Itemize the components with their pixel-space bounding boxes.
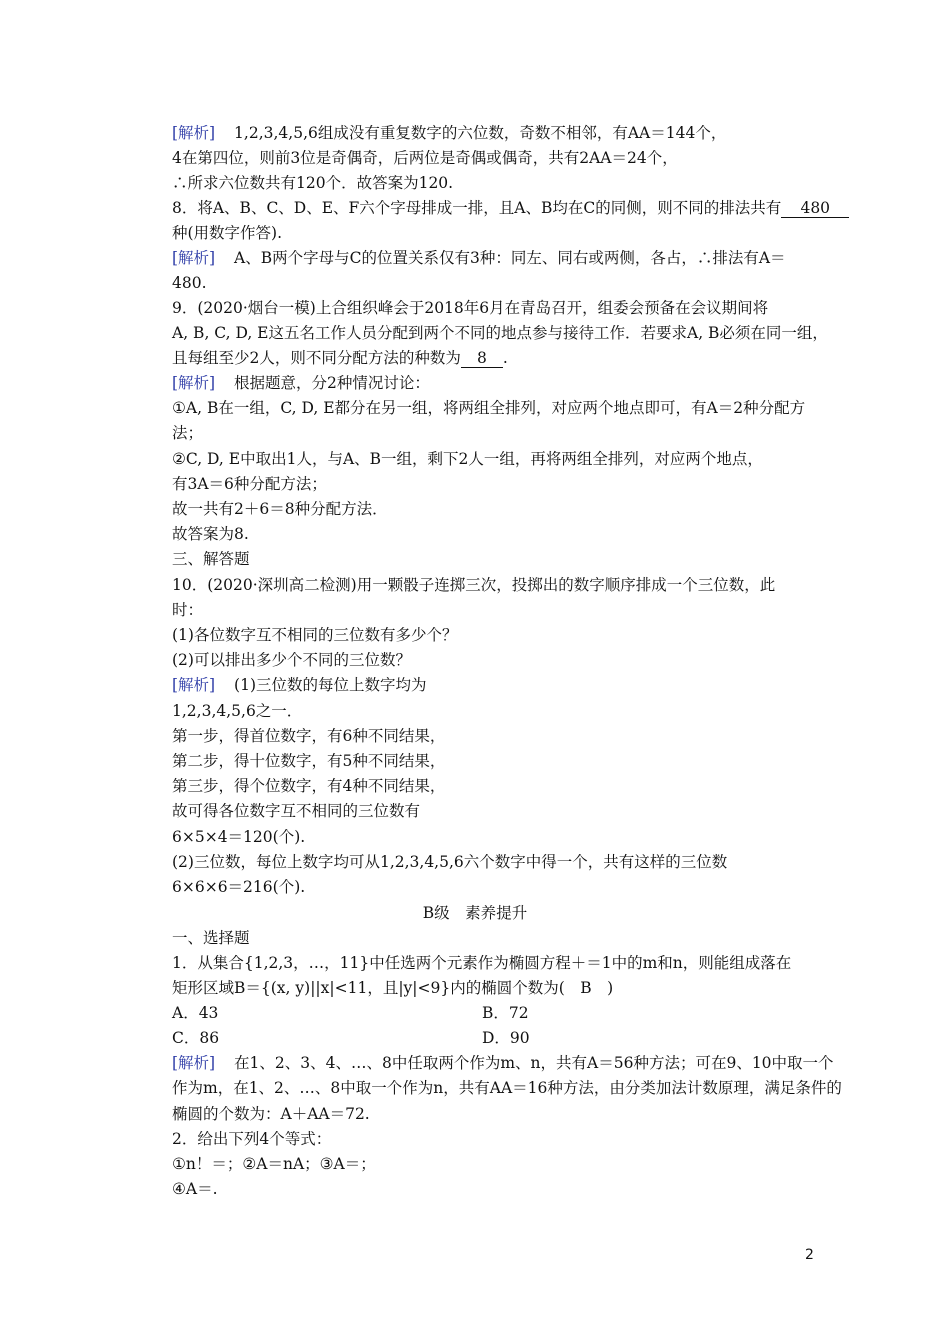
- text-line: (2)可以排出多少个不同的三位数？: [172, 651, 411, 669]
- text-line: 椭圆的个数为：A＋AA＝72.: [172, 1105, 370, 1123]
- question-b2: 2．给出下列4个等式：: [172, 1130, 332, 1148]
- text-line: 第三步，得个位数字，有4种不同结果，: [172, 777, 446, 795]
- text-line: 矩形区域B＝{(x, y)||x|<11，且|y|<9}内的椭圆个数为( B ): [172, 979, 614, 997]
- text-line: 且每组至少2人，则不同分配方法的种数为 8 .: [172, 349, 508, 367]
- analysis-tag: [解析]: [172, 374, 216, 392]
- option-d: D．90: [482, 1029, 530, 1047]
- level-heading: B级 素养提升: [422, 904, 528, 922]
- text-line: 时：: [172, 601, 204, 619]
- analysis-line-1: [解析] 1,2,3,4,5,6组成没有重复数字的六位数，奇数不相邻，有AA＝144个，: [172, 124, 727, 142]
- text-line: 故答案为8.: [172, 525, 249, 543]
- analysis-tag: [解析]: [172, 1054, 216, 1072]
- analysis-tag: [解析]: [172, 124, 216, 142]
- option-c: C．86: [172, 1029, 220, 1047]
- text-line: 6×6×6＝216(个).: [172, 878, 306, 896]
- text-line: 有3A＝6种分配方法；: [172, 475, 327, 493]
- answer-blank: 480: [781, 200, 849, 218]
- section-heading: 一、选择题: [172, 929, 250, 947]
- option-a: A．43: [172, 1004, 219, 1022]
- text-line: 故一共有2＋6＝8种分配方法．: [172, 500, 388, 518]
- analysis-line-b1: [解析] 在1、2、3、4、…、8中任取两个作为m、n，共有A＝56种方法；可在9、10中取一个: [172, 1054, 834, 1072]
- text-line: 480.: [172, 274, 207, 292]
- text-line: ∴所求六位数共有120个．故答案为120.: [172, 174, 454, 192]
- analysis-tag: [解析]: [172, 249, 216, 267]
- text-line: 1,2,3,4,5,6之一．: [172, 702, 303, 720]
- analysis-tag: [解析]: [172, 676, 216, 694]
- text-line: 6×5×4＝120(个).: [172, 828, 306, 846]
- analysis-line-10: [解析] (1)三位数的每位上数字均为: [172, 676, 427, 694]
- text-line: ②C, D, E中取出1人，与A、B一组，剩下2人一组，再将两组全排列，对应两个地点，: [172, 450, 763, 468]
- answer-blank: 8: [461, 350, 503, 368]
- text-line: (1)各位数字互不相同的三位数有多少个？: [172, 626, 458, 644]
- text-line: 作为m，在1、2、…、8中取一个作为n，共有AA＝16种方法，由分类加法计数原理，满足条件的: [172, 1079, 842, 1097]
- text-line: ①n！＝；②A＝nA；③A＝；: [172, 1155, 376, 1173]
- text-line: 种(用数字作答).: [172, 224, 283, 242]
- text-line: 法；: [172, 424, 204, 442]
- question-8: 8．将A、B、C、D、E、F六个字母排成一排，且A、B均在C的同侧，则不同的排法共有 480: [172, 198, 849, 218]
- analysis-line-9: [解析] 根据题意，分2种情况讨论：: [172, 374, 430, 392]
- page-number: 2: [805, 1247, 814, 1263]
- analysis-line-8: [解析] A、B两个字母与C的位置关系仅有3种：同左、同右或两侧，各占，∴排法有A＝: [172, 249, 786, 267]
- text-line: 故可得各位数字互不相同的三位数有: [172, 802, 421, 820]
- text-line: ①A, B在一组，C, D, E都分在另一组，将两组全排列，对应两个地点即可，有A＝2种分配方: [172, 399, 806, 417]
- text-line: 第二步，得十位数字，有5种不同结果，: [172, 752, 446, 770]
- text-line: 4在第四位，则前3位是奇偶奇，后两位是奇偶或偶奇，共有2AA＝24个，: [172, 149, 678, 167]
- section-heading: 三、解答题: [172, 550, 250, 568]
- text-line: (2)三位数，每位上数字均可从1,2,3,4,5,6六个数字中得一个，共有这样的三位数: [172, 853, 728, 871]
- question-b1: 1．从集合{1,2,3，…，11}中任选两个元素作为椭圆方程＋＝1中的m和n，则能组成落在: [172, 954, 792, 972]
- text-line: ④A＝.: [172, 1180, 218, 1198]
- option-b: B．72: [482, 1004, 529, 1022]
- text-line: 第一步，得首位数字，有6种不同结果，: [172, 727, 446, 745]
- text-line: A, B, C, D, E这五名工作人员分配到两个不同的地点参与接待工作．若要求A, B必须在同一组，: [172, 324, 828, 342]
- question-10: 10．(2020·深圳高二检测)用一颗骰子连掷三次，投掷出的数字顺序排成一个三位数，此: [172, 576, 776, 594]
- question-9: 9．(2020·烟台一模)上合组织峰会于2018年6月在青岛召开，组委会预备在会议期间将: [172, 299, 769, 317]
